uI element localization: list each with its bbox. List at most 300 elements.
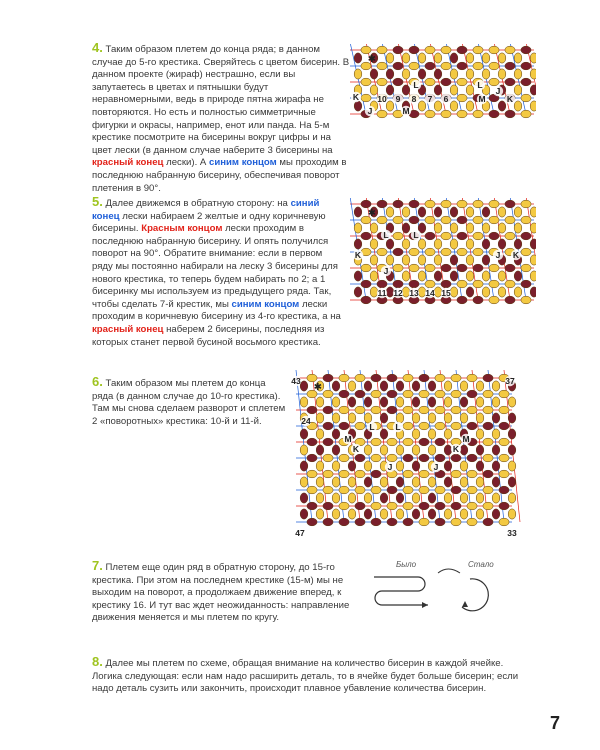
bead	[409, 280, 419, 288]
bead	[428, 493, 436, 503]
bead	[300, 477, 308, 487]
step-text: лески). А	[163, 157, 209, 169]
bead	[307, 454, 317, 462]
step-number: 4.	[92, 40, 103, 55]
bead	[316, 413, 324, 423]
bead	[332, 461, 340, 471]
bead	[419, 470, 429, 478]
bead	[483, 518, 493, 526]
bead	[483, 470, 493, 478]
bead	[364, 381, 372, 391]
bead	[355, 470, 365, 478]
bead	[386, 207, 394, 217]
bead	[419, 454, 429, 462]
bead	[435, 502, 445, 510]
bead	[396, 477, 404, 487]
bead	[492, 493, 500, 503]
bead	[441, 200, 451, 208]
bead	[428, 381, 436, 391]
bead	[402, 239, 410, 249]
bead	[505, 200, 515, 208]
bead	[435, 390, 445, 398]
bead	[467, 406, 477, 414]
bead	[508, 509, 516, 519]
bead	[450, 223, 458, 233]
bead	[393, 216, 403, 224]
bead	[450, 255, 458, 265]
bead	[441, 62, 451, 70]
bead	[300, 445, 308, 455]
step-text: Таким образом плетем до конца ряда; в данном случае до 5-го крестика. Сверяйтесь с цветом бисерин. В данном проекте (жираф) нестрашно, если вы запутаетесь в цветах и пятнышки будут неравномерными, ведь в природе пятна жирафа не повторяются. Но есть и полностью симметричные фигурки и окрасы, например, енот или панда. На 5-м крестике посмотрите на бисерины вокруг цифры и на цвет лески (в данном случае наберите 3 бисерины на	[92, 44, 350, 156]
bead	[444, 461, 452, 471]
bead	[451, 454, 461, 462]
bead	[476, 509, 484, 519]
bead	[409, 46, 419, 54]
bead	[419, 422, 429, 430]
bead	[467, 422, 477, 430]
bead	[441, 232, 451, 240]
start-star-icon: ✱	[313, 382, 322, 393]
step-text: наберем 2 бисерины, последняя из которых станет первой бусиной восьмого крестика.	[92, 323, 325, 348]
before-serpentine-path	[374, 577, 428, 605]
bead	[530, 101, 536, 111]
bead	[451, 518, 461, 526]
bead	[377, 216, 387, 224]
bead	[428, 413, 436, 423]
bead	[355, 406, 365, 414]
bead	[450, 69, 458, 79]
red-thread-term: Красным концом	[141, 223, 223, 235]
bead	[425, 280, 435, 288]
bead	[332, 413, 340, 423]
bead	[492, 397, 500, 407]
bead	[354, 287, 362, 297]
bead	[467, 502, 477, 510]
bead	[425, 264, 435, 272]
bead	[396, 381, 404, 391]
bead	[403, 438, 413, 446]
bead	[409, 248, 419, 256]
diagram-label: K	[452, 444, 460, 454]
bead	[380, 381, 388, 391]
bead	[492, 413, 500, 423]
bead	[323, 374, 333, 382]
bead	[435, 454, 445, 462]
bead	[370, 223, 378, 233]
bead	[482, 287, 490, 297]
bead-grid	[350, 44, 536, 118]
bead	[355, 454, 365, 462]
bead	[505, 46, 515, 54]
bead	[521, 248, 531, 256]
bead	[412, 445, 420, 455]
bead	[435, 422, 445, 430]
red-thread-term: красный конец	[92, 157, 164, 169]
bead	[466, 207, 474, 217]
bead	[339, 374, 349, 382]
bead	[307, 502, 317, 510]
bead	[339, 486, 349, 494]
bead	[489, 62, 499, 70]
bead	[483, 454, 493, 462]
bead	[402, 69, 410, 79]
bead	[473, 248, 483, 256]
bead	[412, 397, 420, 407]
bead	[498, 287, 506, 297]
bead	[409, 264, 419, 272]
bead	[434, 223, 442, 233]
bead	[361, 94, 371, 102]
diagram-label: L	[395, 422, 401, 432]
bead	[476, 381, 484, 391]
bead	[514, 69, 522, 79]
bead	[444, 429, 452, 439]
bead	[483, 486, 493, 494]
bead	[332, 429, 340, 439]
bead	[380, 493, 388, 503]
bead	[425, 200, 435, 208]
bead	[386, 255, 394, 265]
bead	[521, 94, 531, 102]
bead	[348, 509, 356, 519]
bead	[508, 461, 516, 471]
bead	[354, 239, 362, 249]
bead	[530, 69, 536, 79]
bead	[316, 429, 324, 439]
bead	[396, 397, 404, 407]
bead	[473, 46, 483, 54]
bead	[364, 509, 372, 519]
bead	[380, 509, 388, 519]
diagram-label: K	[512, 250, 520, 260]
bead	[498, 69, 506, 79]
bead	[377, 46, 387, 54]
bead	[457, 280, 467, 288]
bead	[499, 390, 509, 398]
bead	[457, 94, 467, 102]
bead	[434, 239, 442, 249]
bead	[387, 438, 397, 446]
bead	[521, 46, 531, 54]
bead	[530, 271, 536, 281]
bead	[489, 232, 499, 240]
bead	[457, 216, 467, 224]
bead	[460, 381, 468, 391]
bead	[419, 486, 429, 494]
bead	[348, 397, 356, 407]
page-number: 7	[549, 713, 560, 733]
bead	[402, 223, 410, 233]
bead	[377, 200, 387, 208]
bead	[499, 486, 509, 494]
bead	[514, 223, 522, 233]
step-text: Таким образом мы плетем до конца ряда (в данном случае до 10-го крестика). Там мы снова сделаем разворот и сплетем 2 «поворотных» крестика: 10-й и 11-й.	[92, 378, 286, 427]
bead	[492, 381, 500, 391]
bead	[332, 397, 340, 407]
bead	[300, 509, 308, 519]
bead	[498, 207, 506, 217]
bead	[377, 110, 387, 118]
bead	[530, 53, 536, 63]
bead	[441, 280, 451, 288]
bead	[505, 264, 515, 272]
bead	[412, 477, 420, 487]
bead	[530, 255, 536, 265]
bead	[451, 406, 461, 414]
bead	[483, 438, 493, 446]
bead	[370, 255, 378, 265]
bead	[316, 461, 324, 471]
bead	[521, 110, 531, 118]
bead	[409, 216, 419, 224]
bead-grid	[296, 370, 520, 526]
bead	[467, 486, 477, 494]
bead	[387, 390, 397, 398]
bead	[530, 85, 536, 95]
after-arrow-icon	[462, 601, 468, 607]
diagram-label: 11	[377, 288, 387, 298]
bead	[489, 296, 499, 304]
bead	[434, 271, 442, 281]
bead	[393, 62, 403, 70]
diagram-label: K	[354, 250, 362, 260]
bead	[466, 101, 474, 111]
bead	[482, 271, 490, 281]
bead	[505, 280, 515, 288]
bead	[361, 46, 371, 54]
bead	[393, 264, 403, 272]
bead	[482, 69, 490, 79]
bead	[364, 397, 372, 407]
bead	[403, 518, 413, 526]
bead	[348, 477, 356, 487]
bead	[492, 445, 500, 455]
diagram-label: 12	[393, 288, 403, 298]
bead	[435, 518, 445, 526]
bead	[323, 518, 333, 526]
diagram-label: 33	[507, 528, 517, 538]
bead	[530, 223, 536, 233]
bead	[482, 53, 490, 63]
bead	[514, 239, 522, 249]
bead	[380, 477, 388, 487]
bead	[386, 239, 394, 249]
bead	[450, 287, 458, 297]
bead	[339, 502, 349, 510]
bead	[508, 413, 516, 423]
bead	[498, 239, 506, 249]
bead	[371, 454, 381, 462]
bead	[499, 518, 509, 526]
bead	[371, 518, 381, 526]
bead	[364, 445, 372, 455]
diagram-label: L	[413, 230, 419, 240]
bead	[473, 280, 483, 288]
bead	[339, 390, 349, 398]
step-number: 8.	[92, 654, 103, 669]
bead	[412, 461, 420, 471]
step-text: лески проходим в коричневую бисерину из 4-го крестика, а на	[92, 298, 341, 323]
bead	[316, 477, 324, 487]
bead	[499, 470, 509, 478]
bead	[444, 445, 452, 455]
bead	[435, 438, 445, 446]
bead	[460, 493, 468, 503]
bead	[425, 110, 435, 118]
step-text: лески набираем 2 желтые и одну коричневую бисерины.	[92, 210, 326, 235]
bead	[483, 502, 493, 510]
bead	[425, 248, 435, 256]
bead	[476, 493, 484, 503]
bead	[508, 477, 516, 487]
bead	[403, 422, 413, 430]
step-text: мы проходим в последнюю набранную бисерину, обеспечивая поворот плетения в 90°.	[92, 157, 347, 194]
bead	[354, 69, 362, 79]
bead	[361, 280, 371, 288]
bead	[499, 454, 509, 462]
bead	[371, 390, 381, 398]
bead	[409, 62, 419, 70]
red-thread-term: красный конец	[92, 323, 164, 335]
bead	[505, 78, 515, 86]
bead	[521, 232, 531, 240]
diagram-label: 43	[291, 376, 301, 386]
bead	[473, 62, 483, 70]
bead	[307, 518, 317, 526]
bead	[492, 509, 500, 519]
bead	[476, 477, 484, 487]
bead	[354, 207, 362, 217]
bead	[386, 85, 394, 95]
bead	[498, 223, 506, 233]
bead	[460, 397, 468, 407]
bead	[418, 53, 426, 63]
bead	[403, 406, 413, 414]
bead	[521, 78, 531, 86]
step-text: лески проходим в последнюю набранную бисерину. И опять получился поворот на 90°. Обратите внимание: если в первом ряду мы постоянно набирали на леску 3 бисерины для нового крестика, то теперь будем набирать по 2; а 1 бисеринку мы используем из предыдущего ряда. Так, чтобы сделать 7-й крестик, мы	[92, 223, 338, 310]
bead	[419, 438, 429, 446]
bead	[514, 207, 522, 217]
bead	[348, 461, 356, 471]
bead	[425, 62, 435, 70]
bead	[361, 200, 371, 208]
diagram-label: J	[387, 462, 393, 472]
bead	[508, 429, 516, 439]
bead	[441, 46, 451, 54]
bead	[434, 53, 442, 63]
bead	[482, 207, 490, 217]
bead	[386, 69, 394, 79]
bead	[483, 390, 493, 398]
step-text: Далее движемся в обратную сторону: на	[102, 198, 291, 209]
bead	[387, 502, 397, 510]
bead	[332, 445, 340, 455]
bead	[403, 502, 413, 510]
bead	[425, 232, 435, 240]
bead	[428, 397, 436, 407]
bead	[339, 422, 349, 430]
bead	[457, 46, 467, 54]
bead	[435, 486, 445, 494]
bead	[467, 518, 477, 526]
bead	[489, 46, 499, 54]
bead	[514, 287, 522, 297]
bead	[393, 46, 403, 54]
bead	[387, 454, 397, 462]
bead	[530, 239, 536, 249]
step-text: Далее мы плетем по схеме, обращая внимание на количество бисерин в каждой ячейке. Логика следующая: если нам надо расширить деталь, то в ячейке будет больше бисерин; если надо деталь сузить или закончить, происходит плавное убавление количества бисерин.	[92, 658, 519, 695]
bead	[444, 477, 452, 487]
bead	[451, 374, 461, 382]
bead	[460, 445, 468, 455]
bead	[489, 110, 499, 118]
bead	[489, 200, 499, 208]
diagram-label: M	[344, 434, 352, 444]
bead	[355, 502, 365, 510]
bead	[409, 200, 419, 208]
bead	[514, 53, 522, 63]
bead	[403, 454, 413, 462]
bead	[396, 461, 404, 471]
bead	[418, 69, 426, 79]
bead	[377, 248, 387, 256]
diagram-label: J	[367, 106, 373, 116]
bead	[514, 85, 522, 95]
bead	[499, 502, 509, 510]
bead	[482, 239, 490, 249]
bead	[380, 397, 388, 407]
bead	[508, 445, 516, 455]
bead	[508, 493, 516, 503]
bead	[505, 296, 515, 304]
bead	[361, 232, 371, 240]
bead	[339, 518, 349, 526]
bead	[361, 78, 371, 86]
bead	[370, 239, 378, 249]
bead	[332, 493, 340, 503]
bead	[307, 486, 317, 494]
bead	[457, 296, 467, 304]
bead	[444, 397, 452, 407]
bead	[348, 381, 356, 391]
bead	[364, 477, 372, 487]
step-number: 5.	[92, 194, 103, 209]
bead	[450, 85, 458, 95]
step-number: 6.	[92, 374, 103, 389]
bead	[323, 470, 333, 478]
bead	[473, 264, 483, 272]
bead	[387, 374, 397, 382]
bead	[412, 413, 420, 423]
step-7	[92, 560, 350, 625]
bead	[307, 406, 317, 414]
bead	[339, 470, 349, 478]
bead	[418, 271, 426, 281]
bead	[492, 461, 500, 471]
bead	[316, 445, 324, 455]
bead	[467, 470, 477, 478]
bead	[451, 502, 461, 510]
bead	[371, 502, 381, 510]
bead	[402, 85, 410, 95]
bead	[450, 53, 458, 63]
bead	[451, 422, 461, 430]
bead	[434, 207, 442, 217]
diagram-label: 47	[295, 528, 305, 538]
bead	[396, 493, 404, 503]
bead	[402, 271, 410, 281]
bead	[521, 200, 531, 208]
